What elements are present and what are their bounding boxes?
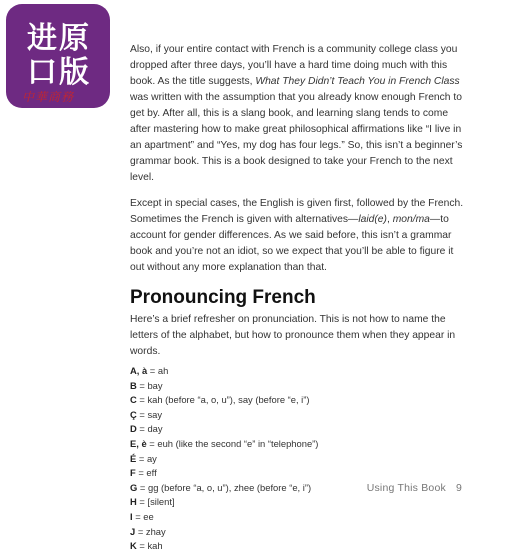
letter: B [130,379,137,391]
list-item [130,364,470,379]
letter: K [130,540,137,552]
list-item [130,408,470,423]
p2-alt-2: mon/ma [392,214,430,225]
section-heading: Pronouncing French [130,287,316,308]
pronunciation: = say [136,408,163,420]
pronunciation: = day [136,423,163,435]
p2-text-a: Except in special cases, the English is given first, followed by the French. Sometimes the French is given with alternatives— [130,198,464,225]
list-item [130,379,470,394]
section-intro: Here’s a brief refresher on pronunciation. This is not how to name the letters of the alphabet, but how to pronounce them when they appear in words. [130,314,456,357]
pronunciation: = zhay [135,525,166,537]
p2-sep: , [386,214,393,225]
list-item [130,466,470,481]
publisher-seal: 中華商務 [22,90,75,104]
badge-characters [27,23,89,89]
pronunciation: = euh (like the second “e” in “telephone”) [146,437,319,449]
letter: I [130,510,133,522]
letter: C [130,394,137,406]
letter: É [130,452,137,464]
list-item [130,437,470,452]
paragraph-2 [130,196,470,276]
page-footer [367,482,462,494]
badge-char: 原 [59,21,89,56]
letter: A, à [130,365,148,376]
page-body [130,42,470,554]
pronunciation: = ee [132,510,154,522]
list-item [130,539,470,554]
paragraph-1 [130,42,470,186]
pronunciation: = ay [136,452,157,464]
pronunciation-list [130,364,470,554]
letter: G [130,481,138,493]
pronunciation: = bay [136,379,163,391]
badge-char: 进 [27,21,57,56]
letter: Ç [130,408,137,420]
letter: E, è [130,437,147,449]
letter: H [130,496,137,508]
list-item [130,452,470,467]
book-title: What They Didn’t Teach You in French Class [255,76,460,87]
list-item [130,510,470,525]
p2-alt-1: laid(e) [358,214,387,225]
pronunciation: = kah [136,540,163,552]
badge-char: 版 [59,55,89,90]
list-item [130,495,470,510]
p1-text-c: was written with the assumption that you already know enough French to get by. After all, this is a slang book, and learning slang tends to come after mastering how to make great philosophical affirmations like “I live in an apartment” and “Yes, my dog has four legs.” So, this isn’t a beginner’s grammar book. This is a book designed to take your French to the next level. [130,92,463,183]
p2-text-e: —to account for gender differences. As we said before, this isn’t a grammar book and you’re not an idiot, so we expect that you’ll be able to figure it out without any more explanation than that. [130,214,454,273]
badge-char: 口 [27,55,57,90]
page-number: 9 [455,482,462,494]
list-item [130,422,470,437]
pronunciation: = kah (before “a, o, u”), say (before “e, i”) [136,394,310,406]
running-footer-title: Using This Book [366,482,446,494]
p1-text-a: Also, if your entire contact with French is a community college class you dropped after three days, you’ll have a hard time doing much with this book. As the title suggests, [130,44,458,87]
pronunciation: = gg (before “a, o, u”), zhee (before “e, i”) [137,481,312,493]
pronunciation: = eff [135,467,157,479]
list-item [130,393,470,408]
list-item [130,525,470,540]
letter: J [130,525,136,537]
letter: F [130,467,136,479]
pronunciation: = ah [147,365,169,376]
letter: D [130,423,137,435]
pronunciation: = [silent] [136,496,175,508]
